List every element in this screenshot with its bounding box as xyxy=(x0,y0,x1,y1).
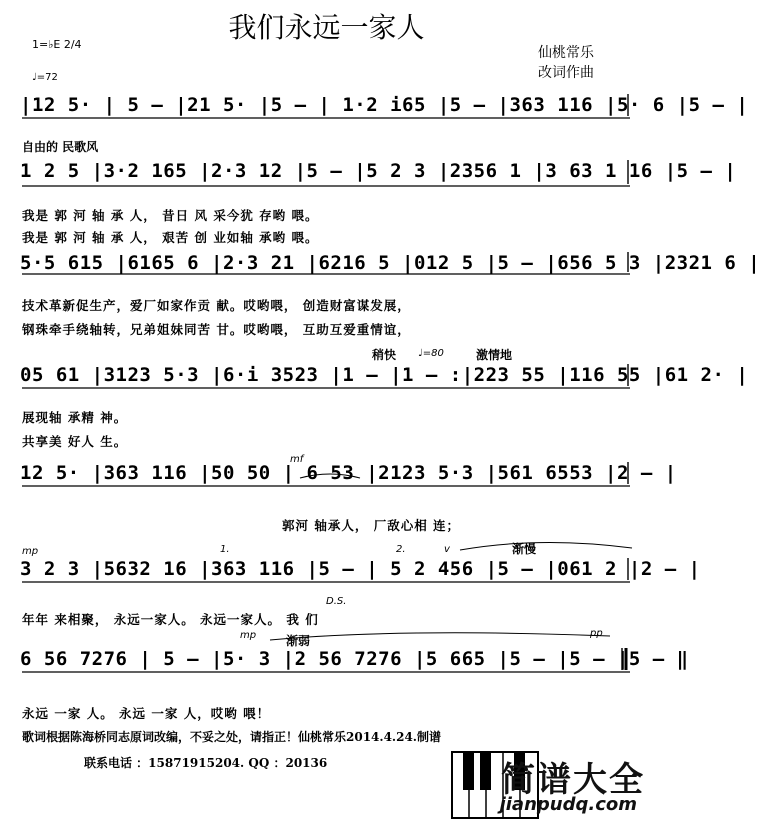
credit-author: 仙桃常乐 xyxy=(538,45,594,61)
pp-mark: pp xyxy=(590,628,603,639)
song-title: 我们永远一家人 xyxy=(228,11,425,44)
ds-mark: D.S. xyxy=(326,596,347,607)
lyric-line-2: 我是 郭 河 轴 承 人， 艰苦 创 业如轴 承哟 喂。 xyxy=(22,230,319,245)
footer-note: 歌词根据陈海桥同志原词改编，不妥之处，请指正！仙桃常乐2014.4.24.制谱 xyxy=(22,730,441,744)
score-line-2: 1 2 5 |3·2 165 |2·3 12 |5 – |5 2 3 |2356 1 |3 63 1 16 |5 – | xyxy=(20,160,737,182)
lyric-line-9: 永远 一家 人。 永远 一家 人，哎哟 喂！ xyxy=(22,706,271,721)
lyric-line-4: 钢珠牵手绕轴转，兄弟姐妹同苦 甘。哎哟喂， 互助互爱重情谊， xyxy=(22,322,411,337)
dim-mark: 渐弱 xyxy=(286,634,311,648)
lyric-line-7: 郭河 轴承人， 厂敌心相 连； xyxy=(282,518,461,533)
passionate-mark: 激情地 xyxy=(476,348,513,362)
lyric-line-6: 共享美 好人 生。 xyxy=(22,434,128,449)
score-line-6: 3 2 3 |5632 16 |363 116 |5 – | 5 2 456 |5 – |061 2 |2 – | xyxy=(20,558,701,580)
score-line-3: 5·5 615 |6165 6 |2·3 21 |6216 5 |012 5 |5 – |656 5 3 |2321 6 | xyxy=(20,252,760,274)
ending-2: 2. xyxy=(396,544,406,555)
mf-mark: mf xyxy=(290,454,304,465)
tempo2-mark: ♩=80 xyxy=(418,348,444,359)
watermark-name: 简谱大全 xyxy=(501,760,645,800)
score-line-1: |12 5· | 5 – |21 5· |5 – | 1·2 i65 |5 – |363 116 |5· 6 |5 – | xyxy=(20,94,749,116)
style-mark: 自由的 民歌风 xyxy=(22,140,99,154)
rit-mark: 渐慢 xyxy=(512,542,537,556)
watermark-url: jianpudq.com xyxy=(499,794,637,815)
key-signature: 1=♭E 2/4 xyxy=(32,38,82,51)
faster-mark: 稍快 xyxy=(372,348,397,362)
mp-mark-1: mp xyxy=(22,546,39,557)
lyric-line-3: 技术革新促生产，爱厂如家作贡 献。哎哟喂， 创造财富谋发展， xyxy=(22,298,411,313)
score-line-5: 12 5· |363 116 |50 50 | 6 53 |2123 5·3 |561 6553 |2 – | xyxy=(20,462,677,484)
lyric-line-8: 年年 来相聚， 永远一家人。 永远一家人。 我 们 xyxy=(22,612,319,627)
lyric-line-5: 展现轴 承精 神。 xyxy=(22,410,128,425)
ending-1: 1. xyxy=(220,544,230,555)
tempo-mark: ♩=72 xyxy=(32,72,58,83)
lyric-line-1: 我是 郭 河 轴 承 人， 昔日 风 采今犹 存哟 喂。 xyxy=(22,208,319,223)
breath-mark: v xyxy=(444,544,450,555)
score-line-4: 05 61 |3123 5·3 |6·i 3523 |1 – |1 – :|223 55 |116 55 |61 2· | xyxy=(20,364,749,386)
score-line-7: 6 56 7276 | 5 – |5· 3 |2 56 7276 |5 665 |5 – |5 – |5 – ‖ xyxy=(20,648,689,670)
footer-contact: 联系电话 ：15871915204. QQ ：20136 xyxy=(84,756,328,770)
credit-role: 改词作曲 xyxy=(538,65,594,81)
mp-mark-2: mp xyxy=(240,630,257,641)
